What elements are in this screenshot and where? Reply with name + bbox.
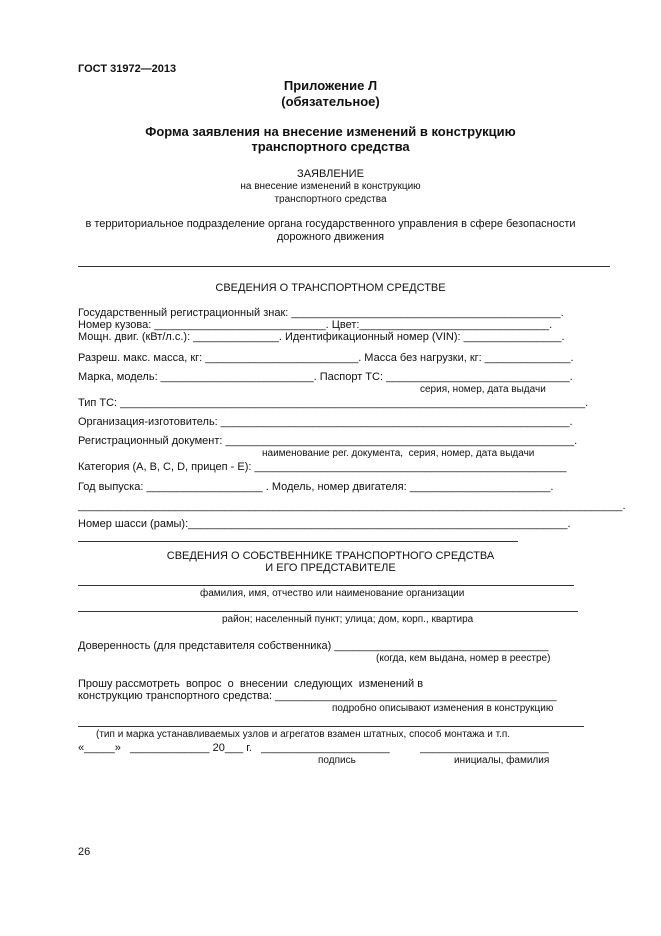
request-line1: Прошу рассмотреть вопрос о внесении следующих изменений в (78, 678, 424, 690)
owner-address-hint: район; населенный пункт; улица; дом, корп., квартира (222, 614, 474, 625)
form-title-line1: Форма заявления на внесение изменений в конструкцию (145, 124, 516, 139)
year-engine-field[interactable]: Год выпуска: ___________________ . Модель, номер двигателя: _______________________. (78, 481, 554, 493)
proxy-field[interactable]: Доверенность (для представителя собственника) ___________________________________ (78, 640, 549, 652)
vehicle-end-line (78, 541, 518, 542)
reg-sign-field[interactable]: Государственный регистрационный знак: ____________________________________________. (78, 307, 564, 319)
category-field[interactable]: Категория (A, B, C, D, прицеп - E): ___________________________________________________ (78, 461, 567, 473)
proxy-hint: (когда, кем выдана, номер в реестре) (376, 653, 551, 664)
owner-name-line[interactable] (78, 585, 574, 586)
addressee-line2: дорожного движения (276, 231, 385, 243)
page-number: 26 (78, 846, 91, 858)
standard-code: ГОСТ 31972—2013 (78, 63, 177, 75)
changes-blank-line[interactable] (78, 726, 584, 727)
request-line2[interactable]: конструкцию транспортного средства: ______________________________________________ (78, 690, 557, 702)
extra-blank-row[interactable]: _________________________________________________________________________________________. (78, 500, 626, 512)
units-hint: (тип и марка устанавливаемых узлов и агрегатов взамен штатных, способ монтажа и т.п. (96, 729, 511, 740)
body-color-field[interactable]: Номер кузова: ____________________________. Цвет:_______________________________. (78, 319, 553, 331)
initials-label: инициалы, фамилия (454, 755, 550, 766)
addressee-line1: в территориальное подразделение органа государственного управления в сфере безопасности (85, 218, 576, 230)
model-pts-field[interactable]: Марка, модель: _________________________. Паспорт ТС: ______________________________. (78, 371, 573, 383)
manufacturer-field[interactable]: Организация-изготовитель: _________________________________________________________. (78, 416, 573, 428)
statement-sub2: транспортного средства (274, 194, 387, 205)
appendix-type: (обязательное) (281, 94, 380, 109)
statement-title: ЗАЯВЛЕНИЕ (297, 168, 364, 180)
chassis-field[interactable]: Номер шасси (рамы):______________________________________________________________. (78, 518, 571, 530)
owner-section-heading1: СВЕДЕНИЯ О СОБСТВЕННИКЕ ТРАНСПОРТНОГО СРЕДСТВА (166, 550, 495, 562)
reg-doc-field[interactable]: Регистрационный документ: _________________________________________________________. (78, 435, 578, 447)
form-title-line2: транспортного средства (251, 139, 410, 154)
reg-doc-hint: наименование рег. документа, серия, номер, дата выдачи (262, 448, 535, 459)
statement-sub1: на внесение изменений в конструкцию (240, 181, 421, 192)
date-signature-line[interactable]: «_____» _____________ 20___ г. _____________________ _____________________ (78, 742, 549, 754)
mass-field[interactable]: Разреш. макс. масса, кг: _________________________. Масса без нагрузки, кг: ______________. (78, 352, 574, 364)
appendix-title: Приложение Л (283, 78, 378, 93)
vehicle-type-field[interactable]: Тип ТС: ____________________________________________________________________________. (78, 397, 589, 409)
addressee-blank-line[interactable] (78, 266, 610, 267)
vehicle-section-heading: СВЕДЕНИЯ О ТРАНСПОРТНОМ СРЕДСТВЕ (215, 282, 446, 294)
power-vin-field[interactable]: Мощн. двиг. (кВт/л.с.): ______________. Идентификационный номер (VIN): ________________. (78, 331, 565, 343)
signature-label: подпись (318, 755, 356, 766)
pts-hint: серия, номер, дата выдачи (420, 384, 546, 395)
owner-address-line[interactable] (78, 611, 578, 612)
owner-section-heading2: И ЕГО ПРЕДСТАВИТЕЛЕ (265, 562, 396, 574)
owner-name-hint: фамилия, имя, отчество или наименование организации (200, 588, 465, 599)
changes-hint: подробно описывают изменения в конструкцию (332, 703, 554, 714)
